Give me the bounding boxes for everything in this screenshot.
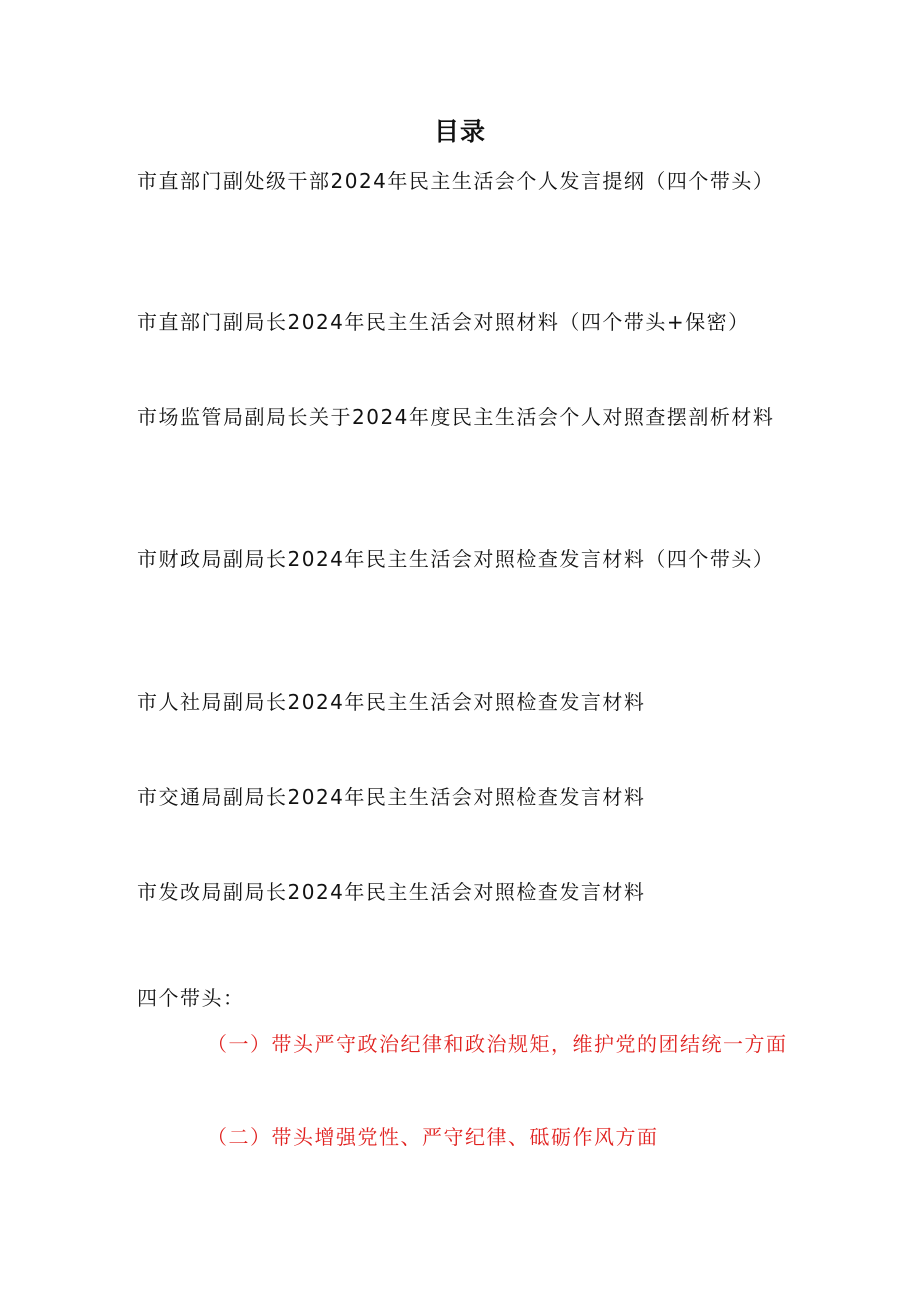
- toc-entry: 市发改局副局长2024年民主生活会对照检查发言材料: [137, 880, 646, 904]
- toc-entry: 市场监管局副局长关于2024年度民主生活会个人对照查摆剖析材料: [137, 405, 775, 429]
- toc-entry: 市财政局副局长2024年民主生活会对照检查发言材料（四个带头）: [137, 547, 775, 571]
- toc-entry: 市直部门副局长2024年民主生活会对照材料（四个带头+保密）: [137, 310, 750, 334]
- four-heads-label: 四个带头：: [137, 986, 245, 1010]
- toc-entry: 市直部门副处级干部2024年民主生活会个人发言提纲（四个带头）: [137, 169, 775, 193]
- toc-entry: 市人社局副局长2024年民主生活会对照检查发言材料: [137, 690, 646, 714]
- four-heads-item: （一）带头严守政治纪律和政治规矩，维护党的团结统一方面: [207, 1032, 788, 1056]
- four-heads-item: （二）带头增强党性、严守纪律、砥砺作风方面: [207, 1125, 659, 1149]
- toc-entry: 市交通局副局长2024年民主生活会对照检查发言材料: [137, 785, 646, 809]
- toc-title: 目录: [433, 117, 486, 146]
